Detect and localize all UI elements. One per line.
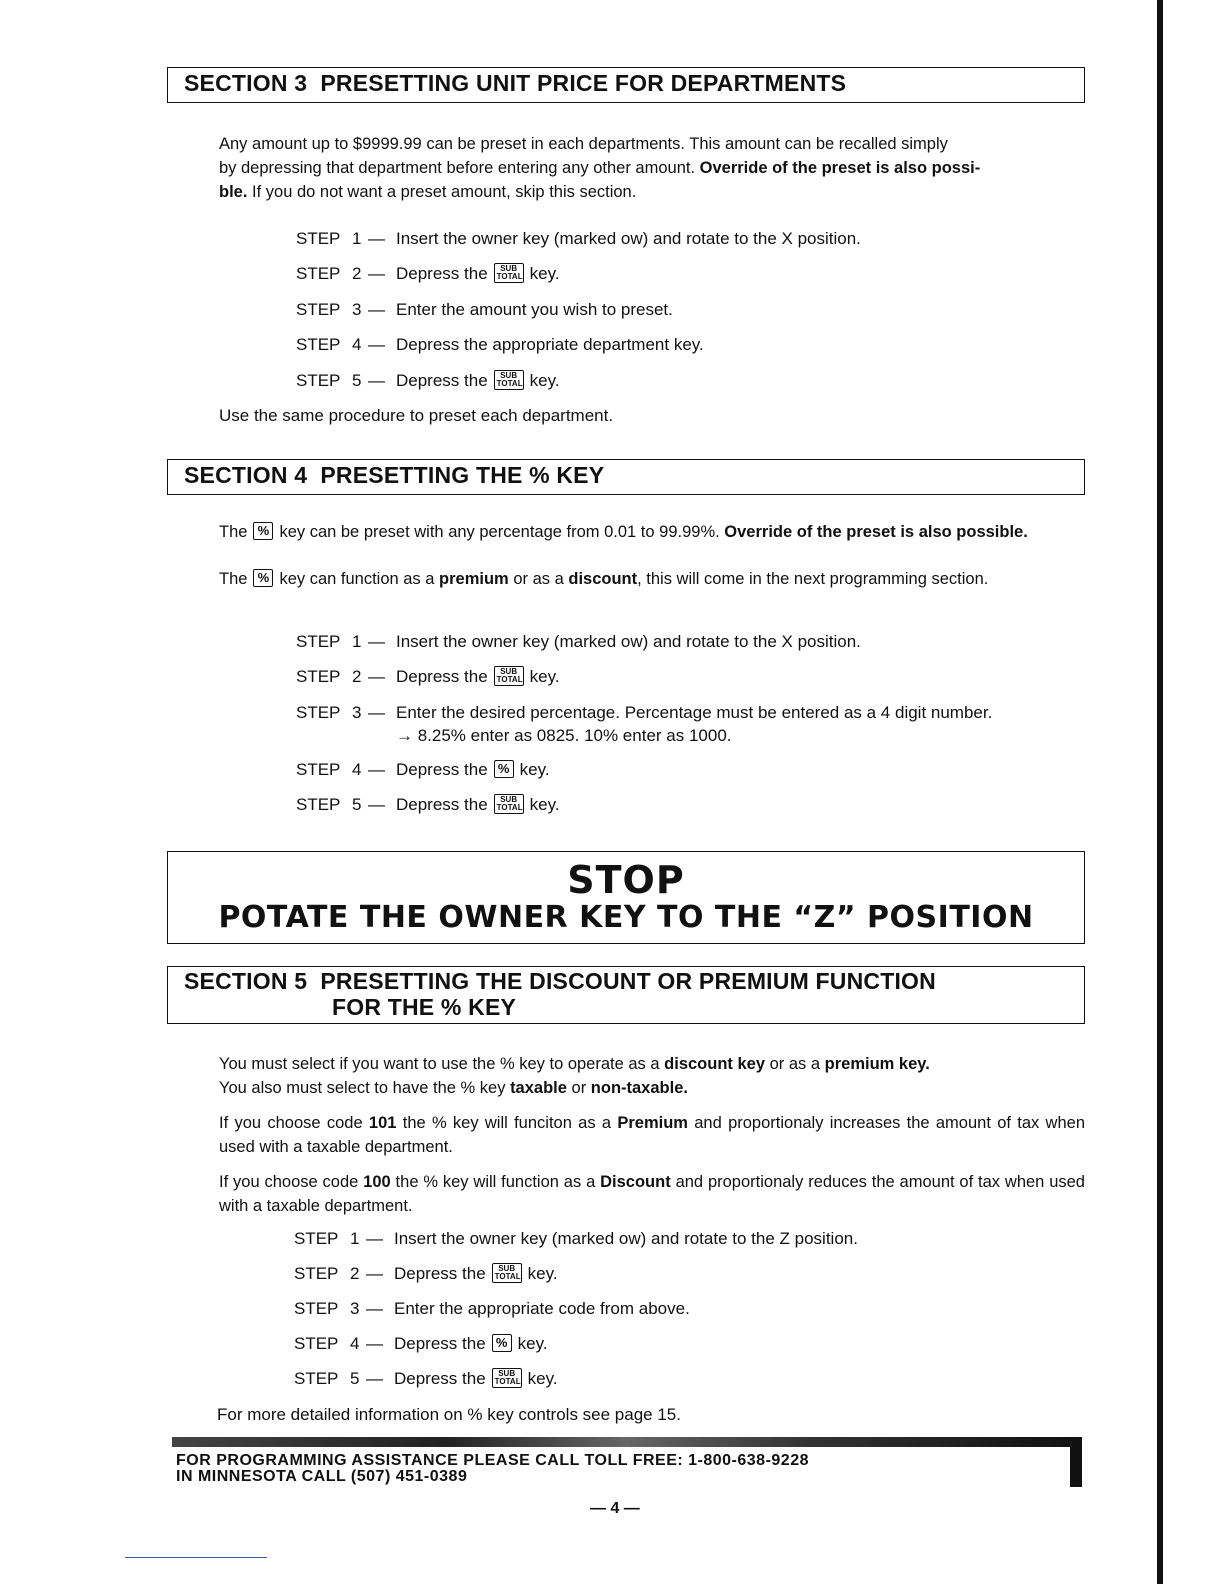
- step-text: Insert the owner key (marked ow) and rotate to the X position.: [396, 632, 861, 651]
- subtotal-key-icon: SUB TOTAL: [492, 1263, 522, 1283]
- s4-step-1: STEP 1 — Insert the owner key (marked ow) and rotate to the X position.: [296, 632, 861, 651]
- step-text: Depress the appropriate department key.: [396, 335, 704, 354]
- section-3-intro-line2a: by depressing that department before entering any other amount.: [219, 159, 700, 177]
- step-number: 3: [352, 300, 362, 319]
- page-number: — 4 —: [590, 1500, 640, 1517]
- section-3-title: SECTION 3 PRESETTING UNIT PRICE FOR DEPARTMENTS: [184, 70, 847, 96]
- section-3-intro-line3a: ble.: [219, 183, 248, 201]
- section-3-closing: Use the same procedure to preset each department.: [219, 406, 614, 425]
- s5-step-1: STEP 1 — Insert the owner key (marked ow) and rotate to the Z position.: [294, 1229, 858, 1248]
- percent-key-icon: %: [253, 522, 273, 540]
- s3-step-2: [296, 264, 560, 285]
- step-text-pre: Depress the: [396, 264, 488, 283]
- section-5-title-line2: FOR THE % KEY: [332, 994, 517, 1020]
- subtotal-key-icon: SUB TOTAL: [494, 263, 524, 283]
- s4-step-3: STEP 3 — Enter the desired percentage. Percentage must be entered as a 4 digit number.: [296, 703, 993, 722]
- section-3-intro-line3b: If you do not want a preset amount, skip this section.: [247, 183, 637, 201]
- step-text: Enter the amount you wish to preset.: [396, 300, 673, 319]
- s3-step-3: [296, 300, 673, 320]
- s3-step-5: [296, 371, 560, 392]
- step-number: 4: [352, 335, 362, 354]
- s3-step-4: [296, 335, 704, 355]
- step-label: STEP: [296, 300, 341, 319]
- section-5-para-1: You must select if you want to use the % key to operate as a discount key or as a premium key. You also must select to have the % key taxable or non-taxable.: [219, 1055, 930, 1097]
- step-text-post: key.: [529, 371, 560, 390]
- section-5-para-2: If you choose code 101 the % key will funciton as a Premium and proportionaly increases the amount of tax when used with a taxable department.: [219, 1114, 1085, 1156]
- page-edge-shadow: [1157, 0, 1163, 1584]
- section-5-title-line1: SECTION 5 PRESETTING THE DISCOUNT OR PREMIUM FUNCTION: [184, 968, 936, 994]
- percent-key-icon: %: [492, 1334, 512, 1352]
- step-number: 5: [352, 371, 362, 390]
- section-4-para-1: The % key can be preset with any percentage from 0.01 to 99.99%. Override of the preset is also possible.: [219, 522, 1028, 541]
- step-dash: —: [368, 229, 385, 248]
- step-text: Enter the desired percentage. Percentage must be entered as a 4 digit number.: [396, 703, 993, 722]
- step-text: Enter the appropriate code from above.: [394, 1299, 690, 1318]
- footer-line-1: FOR PROGRAMMING ASSISTANCE PLEASE CALL TOLL FREE: 1-800-638-9228: [176, 1452, 809, 1469]
- s5-step-4: STEP 4 — Depress the % key.: [294, 1334, 548, 1353]
- s3-step-1: [296, 229, 861, 249]
- step-dash: —: [368, 335, 385, 354]
- percent-key-icon: %: [494, 760, 514, 778]
- step-number: 1: [352, 229, 362, 248]
- stop-heading: STOP: [567, 858, 685, 902]
- step-label: STEP: [296, 229, 341, 248]
- s4-step-2: STEP 2 — Depress the SUB TOTAL key.: [296, 666, 560, 686]
- step-text: Insert the owner key (marked ow) and rotate to the Z position.: [394, 1229, 858, 1248]
- subtotal-key-icon: SUB TOTAL: [494, 794, 524, 814]
- step-text: Insert the owner key (marked ow) and rotate to the X position.: [396, 229, 861, 248]
- section-4-para-2: The % key can function as a premium or as a discount, this will come in the next programming section.: [219, 569, 989, 588]
- step-label: STEP: [296, 371, 341, 390]
- subtotal-key-icon: SUB TOTAL: [492, 1368, 522, 1388]
- section-5-closing: For more detailed information on % key controls see page 15.: [217, 1405, 681, 1424]
- subtotal-key-icon: SUB TOTAL: [494, 666, 524, 686]
- footer-line-2: IN MINNESOTA CALL (507) 451-0389: [176, 1468, 468, 1485]
- s4-step-5: STEP 5 — Depress the SUB TOTAL key.: [296, 794, 560, 814]
- step-text-post: key.: [529, 264, 560, 283]
- step-dash: —: [368, 371, 385, 390]
- step-number: 2: [352, 264, 362, 283]
- s5-step-3: STEP 3 — Enter the appropriate code from above.: [294, 1299, 690, 1318]
- s5-step-2: STEP 2 — Depress the SUB TOTAL key.: [294, 1263, 558, 1283]
- stop-subheading: POTATE THE OWNER KEY TO THE “Z” POSITION: [218, 900, 1034, 935]
- step-dash: —: [368, 264, 385, 283]
- section-3-intro-line2b: Override of the preset is also possi-: [699, 159, 981, 177]
- step-text-pre: Depress the: [396, 371, 488, 390]
- section-3-intro-line1: Any amount up to $9999.99 can be preset in each departments. This amount can be recalled simply: [219, 135, 948, 153]
- section-5-para-3: If you choose code 100 the % key will function as a Discount and proportionaly reduces the amount of tax when used with a taxable department.: [219, 1173, 1085, 1215]
- stop-notice-box: [167, 851, 1085, 944]
- footer-right-bar: [1070, 1437, 1082, 1487]
- step-dash: —: [368, 300, 385, 319]
- s4-step-3-example: → 8.25% enter as 0825. 10% enter as 1000.: [396, 726, 732, 745]
- s4-step-4: STEP 4 — Depress the % key.: [296, 760, 550, 779]
- s5-step-5: STEP 5 — Depress the SUB TOTAL key.: [294, 1368, 558, 1388]
- step-label: STEP: [296, 264, 341, 283]
- footer-rule: [172, 1437, 1080, 1447]
- subtotal-key-icon: SUB TOTAL: [494, 370, 524, 390]
- bottom-left-rule: [125, 1557, 267, 1558]
- section-4-title: SECTION 4 PRESETTING THE % KEY: [184, 462, 605, 488]
- percent-key-icon: %: [253, 569, 273, 587]
- section-3-intro: [219, 132, 1085, 204]
- step-label: STEP: [296, 335, 341, 354]
